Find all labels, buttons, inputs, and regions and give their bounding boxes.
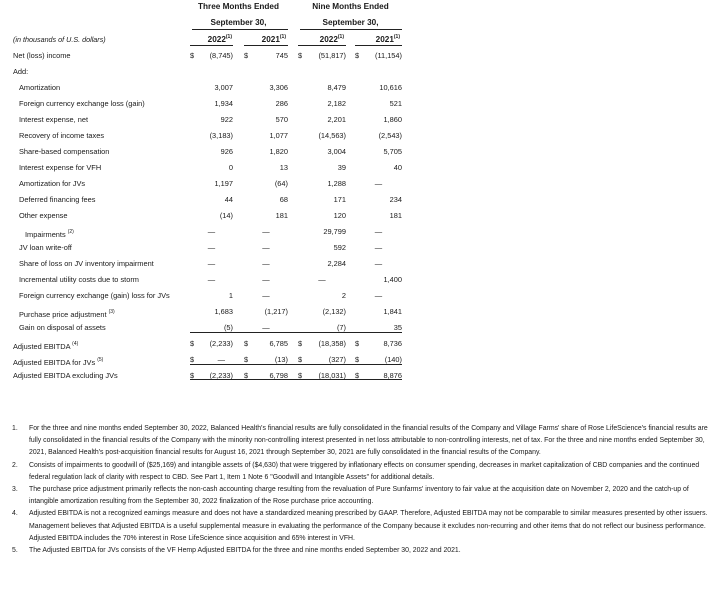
- value-cell: [355, 192, 402, 208]
- value-cell: [244, 208, 288, 224]
- footnote-3: 3. The purchase price adjustment primarily reflects the non-cash accounting charge resulting from the revaluation of Pure Sunfarms' inventory to fair value at the acquisition date on November 2, 2020 and the catch-up of intangible amortization resulting from the September 30, 2022 finalization of the Rose purchase price accounting.: [12, 486, 689, 506]
- value-cell: [244, 64, 288, 80]
- value-cell: [355, 304, 402, 320]
- row-label: Interest expense, net: [19, 115, 89, 124]
- value-cell: [190, 352, 233, 368]
- value-cell: [190, 304, 233, 320]
- value-cell: [244, 128, 288, 144]
- nil-dash: —: [207, 259, 216, 268]
- value: 68: [279, 195, 288, 204]
- footnote-ref: (3): [108, 309, 115, 315]
- currency-symbol: $: [244, 355, 249, 364]
- year-header-2: 2021$^{(1)}$: [261, 34, 286, 44]
- value-cell: [298, 112, 346, 128]
- year-underline-4: [355, 45, 402, 46]
- value-cell: [298, 224, 346, 240]
- row-label: Net (loss) income: [13, 51, 71, 60]
- table-row: [0, 80, 717, 96]
- row-label: Adjusted EBITDA excluding JVs: [13, 371, 118, 380]
- value: 922: [220, 115, 233, 124]
- currency-symbol: $: [244, 51, 249, 60]
- value: 40: [393, 163, 402, 172]
- currency-symbol: $: [355, 355, 360, 364]
- currency-symbol: $: [298, 51, 303, 60]
- value: (140): [384, 355, 402, 364]
- nil-dash: —: [374, 179, 383, 188]
- value: (5): [223, 323, 233, 332]
- value-cell: [298, 160, 346, 176]
- value-cell: [298, 128, 346, 144]
- value-cell: [355, 336, 402, 352]
- row-label: Amortization for JVs: [19, 179, 86, 188]
- nil-dash: —: [217, 355, 225, 364]
- value: 1,841: [383, 307, 402, 316]
- units-label: (in thousands of U.S. dollars): [13, 35, 106, 44]
- footnote-5: 5. The Adjusted EBITDA for JVs consists of the VF Hemp Adjusted EBITDA for the three and nine months ended September 30, 2022 and 2021.: [12, 547, 461, 555]
- value-cell: [355, 208, 402, 224]
- value: 10,616: [379, 83, 402, 92]
- value-cell: [298, 352, 346, 368]
- nil-dash: —: [318, 275, 326, 284]
- footnotes: [12, 423, 712, 557]
- value-cell: [298, 48, 346, 64]
- value-cell: [355, 224, 402, 240]
- currency-symbol: $: [190, 371, 195, 380]
- nil-dash: —: [207, 227, 216, 236]
- row-label: Amortization: [19, 83, 61, 92]
- value: 8,736: [383, 339, 402, 348]
- value: 1,820: [269, 147, 288, 156]
- table-row: [0, 368, 717, 384]
- value: 120: [333, 211, 346, 220]
- year-underline-1: [190, 45, 233, 46]
- row-label: Purchase price adjustment $^{(3)}$: [19, 309, 115, 319]
- value-cell: [355, 144, 402, 160]
- table-row: [0, 192, 717, 208]
- row-label: Gain on disposal of assets: [19, 323, 106, 332]
- row-label: Recovery of income taxes: [19, 131, 105, 140]
- value: 13: [279, 163, 288, 172]
- value: 5,705: [383, 147, 402, 156]
- currency-symbol: $: [190, 355, 195, 364]
- value: 3,007: [214, 83, 233, 92]
- table-row: [0, 256, 717, 272]
- value-cell: [355, 352, 402, 368]
- value: 1,197: [214, 179, 233, 188]
- value-cell: [298, 176, 346, 192]
- value-cell: [244, 336, 288, 352]
- nil-dash: —: [262, 259, 270, 268]
- value: 2,284: [327, 259, 346, 268]
- value: (51,817): [318, 51, 346, 60]
- value-cell: [355, 272, 402, 288]
- row-label: Share of loss on JV inventory impairment: [19, 259, 154, 268]
- nil-dash: —: [262, 323, 270, 332]
- value: (14): [219, 211, 233, 220]
- value: (8,745): [209, 51, 233, 60]
- footnote-ref: (2): [67, 229, 74, 235]
- year-header-3: 2022$^{(1)}$: [319, 34, 344, 44]
- value-cell: [190, 160, 233, 176]
- table-row: [0, 224, 717, 240]
- value-cell: [298, 64, 346, 80]
- value: 0: [228, 163, 233, 172]
- value-cell: [190, 96, 233, 112]
- table-row: [0, 128, 717, 144]
- value-cell: [244, 352, 288, 368]
- row-label: Impairments $^{(2)}$: [25, 229, 74, 239]
- row-label: Adjusted EBITDA for JVs $^{(5)}$: [13, 357, 104, 367]
- value-cell: [190, 48, 233, 64]
- footnote-4: 4. Adjusted EBITDA is not a recognized earnings measure and does not have a standardized meaning prescribed by GAAP. Therefore, Adjusted EBITDA may not be comparable to similar measures presented by other issuers. Management believes that Adjusted EBITDA is a useful supplemental measure in evaluating the performance of the Company because it excludes non-recurring and other items that do not reflect our business performance. Adjusted EBITDA includes the 70% interest in Rose LifeScience since acquisition and 65% interest in VFH.: [12, 510, 708, 542]
- value-cell: [244, 272, 288, 288]
- value: 44: [224, 195, 233, 204]
- row-label: Incremental utility costs due to storm: [19, 275, 139, 284]
- value-cell: [190, 224, 233, 240]
- value-cell: [244, 48, 288, 64]
- value-cell: [355, 80, 402, 96]
- value: 1,400: [383, 275, 402, 284]
- three-months-underline: [192, 29, 288, 30]
- value-cell: [355, 128, 402, 144]
- excluding-jvs-top-rule: [190, 364, 402, 365]
- value: 3,306: [269, 83, 288, 92]
- table-row: [0, 208, 717, 224]
- value: 592: [333, 243, 346, 252]
- value: 2,182: [327, 99, 346, 108]
- currency-symbol: $: [298, 339, 303, 348]
- value-cell: [190, 272, 233, 288]
- footnote-1: 1. For the three and nine months ended September 30, 2022, Balanced Health's financial results are fully consolidated in the financial results of the Company and Village Farms' share of Rose LifeScience's financial results are fully consolidated in the financial results of the Company with the minority non-controlling interest presented in net loss attributable to non-controlling interests, net of tax. For the three and nine months ended September 30, 2021, Balanced Health's post-acquisition financial results for August 16, 2021 through September 30, 2021 are fully consolidated in the financial results of the Company.: [12, 425, 708, 457]
- table-row: [0, 320, 717, 336]
- value-cell: [190, 256, 233, 272]
- value: (327): [328, 355, 346, 364]
- value: (18,031): [318, 371, 346, 380]
- value: 1,860: [383, 115, 402, 124]
- value: (3,183): [209, 131, 233, 140]
- value-cell: [190, 288, 233, 304]
- nil-dash: —: [207, 243, 216, 252]
- table-row: [0, 352, 717, 368]
- value-cell: [355, 240, 402, 256]
- value-cell: [244, 256, 288, 272]
- value-cell: [190, 112, 233, 128]
- value-cell: [355, 96, 402, 112]
- value: 2,201: [327, 115, 346, 124]
- currency-symbol: $: [355, 51, 360, 60]
- value-cell: [355, 160, 402, 176]
- value-cell: [355, 256, 402, 272]
- table-row: [0, 272, 717, 288]
- currency-symbol: $: [355, 371, 360, 380]
- value-cell: [190, 144, 233, 160]
- nine-months-subheader: September 30,: [322, 18, 379, 27]
- value: 1,077: [269, 131, 288, 140]
- value: (7): [336, 323, 346, 332]
- nil-dash: —: [262, 227, 270, 236]
- table-row: [0, 176, 717, 192]
- row-label: Foreign currency exchange (gain) loss for JVs: [19, 291, 170, 300]
- value-cell: [298, 144, 346, 160]
- currency-symbol: $: [355, 339, 360, 348]
- table-row: [0, 96, 717, 112]
- value: (13): [274, 355, 288, 364]
- value-cell: [298, 368, 346, 384]
- value: 181: [389, 211, 402, 220]
- nil-dash: —: [374, 243, 383, 252]
- value: 3,004: [327, 147, 346, 156]
- table-row: [0, 304, 717, 320]
- value-cell: [190, 208, 233, 224]
- value-cell: [298, 320, 346, 336]
- value-cell: [298, 80, 346, 96]
- table-row: [0, 160, 717, 176]
- value: 1,934: [214, 99, 233, 108]
- value-cell: [190, 80, 233, 96]
- year-underline-2: [244, 45, 288, 46]
- value-cell: [355, 320, 402, 336]
- value: (2,233): [209, 371, 233, 380]
- value: 6,785: [269, 339, 288, 348]
- value: 2: [341, 291, 346, 300]
- value-cell: [244, 80, 288, 96]
- nil-dash: —: [262, 291, 270, 300]
- value-cell: [244, 304, 288, 320]
- table-row: [0, 112, 717, 128]
- value: 1,288: [327, 179, 346, 188]
- table-row: [0, 144, 717, 160]
- value-cell: [190, 176, 233, 192]
- value: 745: [275, 51, 288, 60]
- value-cell: [298, 272, 346, 288]
- row-label: JV loan write-off: [19, 243, 72, 252]
- value-cell: [190, 128, 233, 144]
- row-label: Foreign currency exchange loss (gain): [19, 99, 145, 108]
- value: 29,799: [323, 227, 346, 236]
- value-cell: [355, 368, 402, 384]
- nil-dash: —: [374, 291, 383, 300]
- value-cell: [244, 240, 288, 256]
- value: 234: [389, 195, 402, 204]
- value-cell: [244, 144, 288, 160]
- value: 926: [220, 147, 233, 156]
- value-cell: [298, 288, 346, 304]
- value-cell: [244, 176, 288, 192]
- year-underline-3: [298, 45, 346, 46]
- value-cell: [244, 192, 288, 208]
- value: 8,876: [383, 371, 402, 380]
- value-cell: [355, 176, 402, 192]
- value: 181: [275, 211, 288, 220]
- nil-dash: —: [262, 243, 270, 252]
- value: (2,132): [322, 307, 346, 316]
- value-cell: [355, 64, 402, 80]
- nil-dash: —: [374, 227, 383, 236]
- value-cell: [190, 240, 233, 256]
- value-cell: [298, 96, 346, 112]
- value-cell: [244, 224, 288, 240]
- value: 1: [228, 291, 233, 300]
- value: 286: [275, 99, 288, 108]
- currency-symbol: $: [298, 371, 303, 380]
- value: (2,543): [378, 131, 402, 140]
- value: (64): [274, 179, 288, 188]
- value: (18,358): [318, 339, 346, 348]
- value-cell: [190, 192, 233, 208]
- year-header-4: 2021$^{(1)}$: [375, 34, 400, 44]
- value-cell: [298, 208, 346, 224]
- value-cell: [244, 160, 288, 176]
- value-cell: [298, 336, 346, 352]
- value: 171: [333, 195, 346, 204]
- currency-symbol: $: [244, 371, 249, 380]
- table-row: [0, 64, 717, 80]
- value-cell: [244, 96, 288, 112]
- value-cell: [355, 112, 402, 128]
- value-cell: [298, 192, 346, 208]
- value-cell: [355, 288, 402, 304]
- value: 1,683: [214, 307, 233, 316]
- value: 521: [389, 99, 402, 108]
- value-cell: [298, 304, 346, 320]
- table-row: [0, 48, 717, 64]
- nil-dash: —: [374, 259, 383, 268]
- value-cell: [190, 64, 233, 80]
- footnote-ref: (4): [72, 341, 79, 347]
- value-cell: [190, 336, 233, 352]
- nine-months-underline: [300, 29, 402, 30]
- value: 570: [275, 115, 288, 124]
- nil-dash: —: [207, 275, 216, 284]
- nil-dash: —: [262, 275, 270, 284]
- row-label: Interest expense for VFH: [19, 163, 102, 172]
- nine-months-header: Nine Months Ended: [312, 2, 389, 11]
- value-cell: [244, 368, 288, 384]
- value: 8,479: [327, 83, 346, 92]
- excluding-jvs-bottom-rule: [190, 379, 402, 380]
- table-row: [0, 240, 717, 256]
- value: (14,563): [318, 131, 346, 140]
- value: 39: [337, 163, 346, 172]
- row-label: Add:: [13, 67, 29, 76]
- currency-symbol: $: [244, 339, 249, 348]
- value: (2,233): [209, 339, 233, 348]
- row-label: Other expense: [19, 211, 68, 220]
- value-cell: [298, 240, 346, 256]
- row-label: Share-based compensation: [19, 147, 110, 156]
- value: 35: [393, 323, 402, 332]
- currency-symbol: $: [190, 51, 195, 60]
- value-cell: [190, 368, 233, 384]
- table-row: [0, 288, 717, 304]
- row-label: Adjusted EBITDA $^{(4)}$: [13, 341, 79, 351]
- footnote-2: 2. Consists of impairments to goodwill of ($25,169) and intangible assets of ($4,630) that were triggered by inflationary effects on consumer spending, decreases in market capitalization of CBD companies and the continued federal regulation lack of clarity with respect to CBD. See Part 1, Item 1 Note 6 "Goodwill and Intangible Assets" for additional details.: [12, 461, 700, 481]
- footnote-ref: (5): [97, 357, 104, 363]
- currency-symbol: $: [190, 339, 195, 348]
- value-cell: [355, 48, 402, 64]
- value-cell: [190, 320, 233, 336]
- adjusted-ebitda-top-rule: [190, 332, 402, 333]
- value: (11,154): [375, 51, 402, 60]
- three-months-subheader: September 30,: [210, 18, 267, 27]
- currency-symbol: $: [298, 355, 303, 364]
- value: 6,798: [269, 371, 288, 380]
- value-cell: [244, 320, 288, 336]
- value: (1,217): [264, 307, 288, 316]
- value-cell: [298, 256, 346, 272]
- year-header-1: 2022$^{(1)}$: [207, 34, 232, 44]
- row-label: Deferred financing fees: [19, 195, 96, 204]
- value-cell: [244, 112, 288, 128]
- three-months-header: Three Months Ended: [198, 2, 279, 11]
- value-cell: [244, 288, 288, 304]
- table-row: [0, 336, 717, 352]
